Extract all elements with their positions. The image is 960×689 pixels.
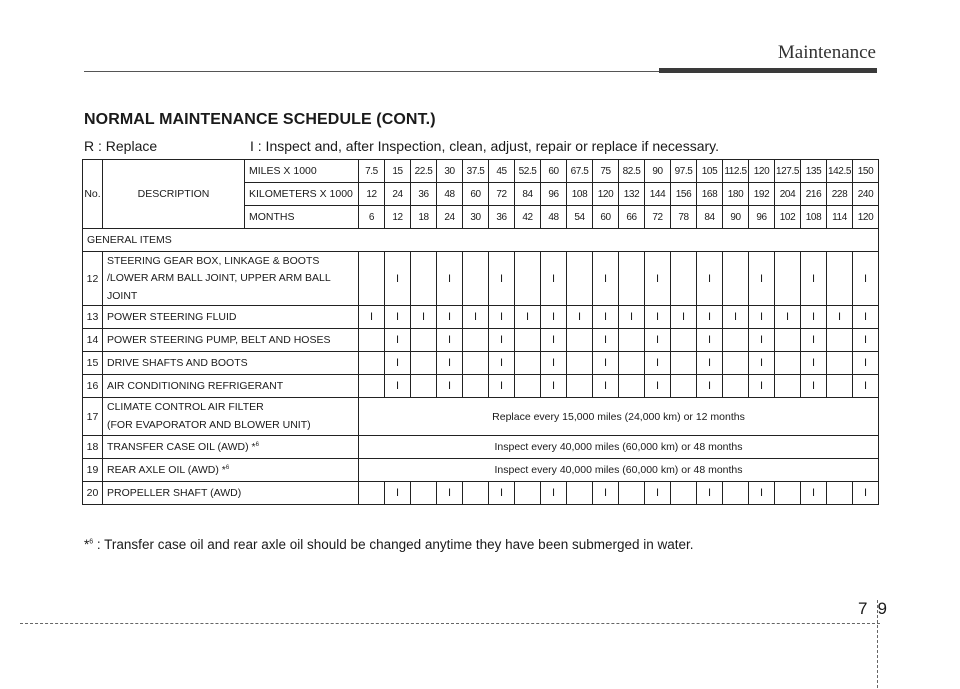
description-line-wrap [107,442,358,453]
inspection-mark: I [749,329,775,352]
months-value: 90 [723,206,749,229]
months-value: 102 [775,206,801,229]
inspection-mark: I [645,482,671,505]
months-value: 54 [567,206,593,229]
header-row-miles [83,160,879,183]
description-line: JOINT [107,289,138,302]
section-title: NORMAL MAINTENANCE SCHEDULE (CONT.) [84,111,436,128]
inspection-mark: I [385,306,411,329]
inspection-mark: I [489,375,515,398]
inspection-mark: I [385,482,411,505]
description-line: TRANSFER CASE OIL (AWD) * [107,440,256,453]
page-header-title: Maintenance [777,42,876,63]
footnote-text: : Transfer case oil and rear axle oil should be changed anytime they have been submerged in water. [93,537,694,552]
km-value: 180 [723,183,749,206]
inspection-mark [671,352,697,375]
inspection-mark [827,375,853,398]
inspection-mark [619,482,645,505]
inspection-mark: I [437,252,463,306]
inspection-mark: I [541,375,567,398]
miles-value: 75 [593,160,619,183]
inspection-mark: I [437,306,463,329]
inspection-mark [567,352,593,375]
inspection-mark [359,352,385,375]
item-description [103,459,359,482]
miles-value: 37.5 [463,160,489,183]
inspection-mark: I [749,306,775,329]
description-line: (FOR EVAPORATOR AND BLOWER UNIT) [107,419,311,432]
inspection-mark: I [853,375,879,398]
months-value: 66 [619,206,645,229]
general-items-label: GENERAL ITEMS [83,229,879,252]
months-value: 36 [489,206,515,229]
description-footnote-ref: 6 [255,441,259,448]
item-description [103,352,359,375]
km-value: 48 [437,183,463,206]
inspection-mark [515,329,541,352]
item-number: 17 [83,398,103,436]
miles-value: 120 [749,160,775,183]
miles-value: 97.5 [671,160,697,183]
km-value: 240 [853,183,879,206]
km-value: 84 [515,183,541,206]
inspection-mark [723,329,749,352]
inspection-mark: I [489,329,515,352]
miles-value: 82.5 [619,160,645,183]
inspection-mark: I [801,252,827,306]
inspection-mark: I [385,352,411,375]
inspection-mark [411,252,437,306]
inspection-mark: I [801,482,827,505]
item-number: 13 [83,306,103,329]
months-value: 30 [463,206,489,229]
inspection-mark: I [697,329,723,352]
inspection-mark: I [853,329,879,352]
inspection-mark [827,352,853,375]
inspection-mark [619,375,645,398]
inspection-mark: I [645,375,671,398]
km-value: 24 [385,183,411,206]
inspection-mark [463,352,489,375]
inspection-mark: I [463,306,489,329]
inspection-mark [411,482,437,505]
inspection-mark: I [541,306,567,329]
description-header: DESCRIPTION [103,160,245,229]
km-value: 168 [697,183,723,206]
description-line: AIR CONDITIONING REFRIGERANT [107,379,284,392]
inspection-mark [463,252,489,306]
km-value: 72 [489,183,515,206]
inspection-mark: I [567,306,593,329]
footnote-sup: 6 [89,538,94,546]
inspection-mark: I [437,352,463,375]
miles-value: 30 [437,160,463,183]
inspection-mark: I [801,306,827,329]
inspection-mark: I [853,352,879,375]
inspection-mark [515,482,541,505]
inspection-mark: I [853,306,879,329]
general-items-row [83,229,879,252]
inspection-mark: I [593,375,619,398]
miles-value: 90 [645,160,671,183]
inspection-mark: I [697,306,723,329]
inspection-mark: I [437,375,463,398]
miles-value: 67.5 [567,160,593,183]
inspection-mark [671,375,697,398]
schedule-row [83,459,879,482]
schedule-row [83,306,879,329]
inspection-mark: I [853,482,879,505]
inspection-mark: I [541,329,567,352]
inspection-mark [567,375,593,398]
item-number: 19 [83,459,103,482]
inspection-mark [411,375,437,398]
inspection-mark: I [801,329,827,352]
miles-value: 105 [697,160,723,183]
months-label: MONTHS [245,206,359,229]
inspection-mark: I [749,352,775,375]
months-value: 48 [541,206,567,229]
km-value: 156 [671,183,697,206]
inspection-mark [723,375,749,398]
km-value: 132 [619,183,645,206]
months-value: 114 [827,206,853,229]
km-label: KILOMETERS X 1000 [245,183,359,206]
miles-value: 150 [853,160,879,183]
inspection-mark [359,329,385,352]
inspection-mark [775,352,801,375]
inspection-mark [463,329,489,352]
months-value: 96 [749,206,775,229]
inspection-mark: I [593,306,619,329]
months-value: 78 [671,206,697,229]
inspection-mark: I [801,352,827,375]
months-value: 42 [515,206,541,229]
item-number: 18 [83,436,103,459]
inspection-mark: I [489,306,515,329]
inspection-mark: I [645,252,671,306]
inspection-mark [827,329,853,352]
km-value: 192 [749,183,775,206]
km-value: 108 [567,183,593,206]
inspection-mark [619,252,645,306]
km-value: 216 [801,183,827,206]
inspection-mark: I [541,252,567,306]
inspection-mark [515,252,541,306]
schedule-row [83,482,879,505]
months-value: 12 [385,206,411,229]
interval-note: Inspect every 40,000 miles (60,000 km) or 48 months [359,459,879,482]
schedule-row [83,375,879,398]
description-line: STEERING GEAR BOX, LINKAGE & BOOTS [107,254,320,267]
item-description [103,252,359,306]
item-number: 12 [83,252,103,306]
no-header: No. [83,160,103,229]
footnote-star: * [84,537,90,552]
km-value: 96 [541,183,567,206]
inspection-mark: I [489,482,515,505]
inspection-mark: I [671,306,697,329]
inspection-mark: I [697,252,723,306]
inspection-mark [359,482,385,505]
months-value: 6 [359,206,385,229]
inspection-mark: I [697,482,723,505]
inspection-mark [567,329,593,352]
interval-note: Replace every 15,000 miles (24,000 km) or 12 months [359,398,879,436]
inspection-mark: I [541,482,567,505]
inspection-mark [359,375,385,398]
legend-replace: R : Replace [84,138,158,154]
km-value: 36 [411,183,437,206]
inspection-mark [723,252,749,306]
inspection-mark [515,352,541,375]
item-description [103,306,359,329]
description-footnote-ref: 6 [225,464,230,471]
legend-inspect: I : Inspect and, after Inspection, clean, adjust, repair or replace if necessary. [250,138,719,154]
months-value: 108 [801,206,827,229]
inspection-mark [411,329,437,352]
inspection-mark: I [385,375,411,398]
months-value: 84 [697,206,723,229]
km-value: 204 [775,183,801,206]
description-line: DRIVE SHAFTS AND BOOTS [107,356,248,369]
inspection-mark: I [723,306,749,329]
description-line: /LOWER ARM BALL JOINT, UPPER ARM BALL [107,272,331,285]
inspection-mark: I [359,306,385,329]
inspection-mark [463,375,489,398]
header-rule [84,71,659,72]
inspection-mark: I [489,252,515,306]
miles-value: 135 [801,160,827,183]
km-value: 60 [463,183,489,206]
months-value: 24 [437,206,463,229]
inspection-mark: I [697,352,723,375]
description-line: CLIMATE CONTROL AIR FILTER [107,401,264,414]
inspection-mark: I [853,252,879,306]
inspection-mark: I [619,306,645,329]
inspection-mark: I [437,329,463,352]
item-description [103,375,359,398]
description-line: POWER STEERING PUMP, BELT AND HOSES [107,333,331,346]
km-value: 228 [827,183,853,206]
inspection-mark: I [827,306,853,329]
inspection-mark [515,375,541,398]
inspection-mark [775,375,801,398]
inspection-mark: I [801,375,827,398]
item-description [103,482,359,505]
miles-value: 60 [541,160,567,183]
inspection-mark: I [593,352,619,375]
miles-value: 7.5 [359,160,385,183]
item-number: 20 [83,482,103,505]
km-value: 120 [593,183,619,206]
km-value: 144 [645,183,671,206]
description-line: PROPELLER SHAFT (AWD) [107,486,242,499]
inspection-mark: I [437,482,463,505]
inspection-mark [671,329,697,352]
miles-value: 15 [385,160,411,183]
miles-value: 127.5 [775,160,801,183]
footnote [84,537,694,552]
inspection-mark [463,482,489,505]
miles-value: 22.5 [411,160,437,183]
months-value: 72 [645,206,671,229]
inspection-mark [619,352,645,375]
inspection-mark: I [645,352,671,375]
inspection-mark [775,482,801,505]
inspection-mark [827,252,853,306]
inspection-mark: I [697,375,723,398]
item-number: 14 [83,329,103,352]
inspection-mark [671,482,697,505]
item-description [103,436,359,459]
inspection-mark: I [645,306,671,329]
page-number: 79 [858,599,897,618]
schedule-row [83,398,879,436]
inspection-mark: I [593,329,619,352]
inspection-mark [411,352,437,375]
item-number: 15 [83,352,103,375]
inspection-mark [723,482,749,505]
inspection-mark [567,252,593,306]
description-line: REAR AXLE OIL (AWD) * [107,463,226,476]
miles-value: 142.5 [827,160,853,183]
inspection-mark: I [593,252,619,306]
months-value: 18 [411,206,437,229]
miles-value: 45 [489,160,515,183]
maintenance-schedule-table [82,159,879,505]
miles-label: MILES X 1000 [245,160,359,183]
inspection-mark [671,252,697,306]
inspection-mark: I [749,252,775,306]
description-line: POWER STEERING FLUID [107,310,237,323]
schedule-row [83,252,879,306]
interval-note: Inspect every 40,000 miles (60,000 km) or 48 months [359,436,879,459]
miles-value: 112.5 [723,160,749,183]
inspection-mark [619,329,645,352]
inspection-mark: I [749,482,775,505]
inspection-mark [827,482,853,505]
inspection-mark: I [411,306,437,329]
inspection-mark [775,329,801,352]
inspection-mark: I [385,252,411,306]
schedule-row [83,352,879,375]
inspection-mark: I [489,352,515,375]
inspection-mark: I [749,375,775,398]
inspection-mark [723,352,749,375]
item-description [103,329,359,352]
inspection-mark [359,252,385,306]
header-rule-accent [659,68,877,73]
miles-value: 52.5 [515,160,541,183]
inspection-mark [775,252,801,306]
months-value: 120 [853,206,879,229]
inspection-mark: I [541,352,567,375]
schedule-row [83,436,879,459]
inspection-mark: I [593,482,619,505]
inspection-mark: I [645,329,671,352]
description-line-wrap [107,465,358,476]
inspection-mark [567,482,593,505]
months-value: 60 [593,206,619,229]
item-description [103,398,359,436]
km-value: 12 [359,183,385,206]
footer-rule [20,623,880,624]
inspection-mark: I [385,329,411,352]
inspection-mark: I [775,306,801,329]
inspection-mark: I [515,306,541,329]
item-number: 16 [83,375,103,398]
schedule-row [83,329,879,352]
